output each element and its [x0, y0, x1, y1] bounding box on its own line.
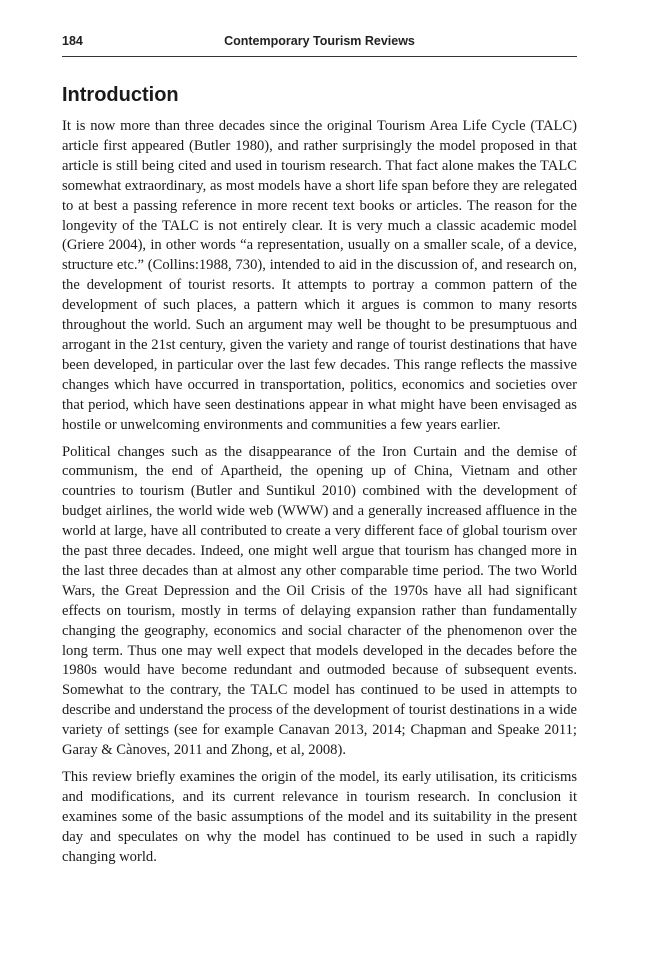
section-heading: Introduction — [62, 84, 179, 106]
body-paragraph-2: Political changes such as the disappearance of the Iron Curtain and the demise of communism, the end of Apartheid, the opening up of China, Vietnam and other countries to tourism (Butler and Suntikul 2010) combined with the development of budget airlines, the world wide web (WWW) and a generally increased affluence in the world at large, have all contributed to create a very different face of global tourism over the past three decades. Indeed, one might well argue that tourism has changed more in the last three decades than at almost any other comparable time period. The two World Wars, the Great Depression and the Oil Crisis of the 1970s have all had significant effects on tourism, mostly in terms of delaying expansion rather than fundamentally changing the geography, economics and social character of the phenomenon over the long term. Thus one may well expect that models developed in the decades before the 1980s would have become redundant and outmoded because of subsequent events. Somewhat to the contrary, the TALC model has continued to be used in attempts to describe and understand the process of the development of tourist destinations in a wide variety of settings (see for example Canavan 2013, 2014; Chapman and Speake 2011; Garay & Cànoves, 2011 and Zhong, et al, 2008). — [62, 443, 577, 759]
page — [62, 30, 577, 875]
body-paragraph-3: This review briefly examines the origin of the model, its early utilisation, its criticisms and modifications, and its current relevance in tourism research. In conclusion it examines some of the basic assumptions of the model and its suitability in the present day and speculates on why the model has continued to be used in such a rapidly changing world. — [62, 769, 577, 865]
running-header — [62, 30, 577, 52]
body-paragraph-1: It is now more than three decades since the original Tourism Area Life Cycle (TALC) article first appeared (Butler 1980), and rather surprisingly the model proposed in that article is still being cited and used in tourism research. That fact alone makes the TALC somewhat extraordinary, as most models have a short life span before they are relegated to at best a passing reference in more recent text books or articles. The reason for the longevity of the TALC is not entirely clear. It is very much a classic academic model (Griere 2004), in other words “a representation, usually on a smaller scale, of a device, structure etc.” (Collins:1988, 730), intended to aid in the discussion of, and research on, the development of tourist resorts. It attempts to portray a common pattern of the development of such places, a pattern which it argues is common to many resorts throughout the world. Such an argument may well be thought to be presumptuous and arrogant in the 21st century, given the variety and range of tourist destinations that have been developed, in particular over the last few decades. This range reflects the massive changes which have occurred in transportation, politics, economics and societies over that period, which have seen destinations appear in what might have been envisaged as hostile or unwelcoming environments and communities a few years earlier. — [62, 118, 577, 433]
header-rule — [62, 56, 577, 57]
page-number: 184 — [62, 34, 83, 48]
journal-title: Contemporary Tourism Reviews — [224, 34, 415, 48]
